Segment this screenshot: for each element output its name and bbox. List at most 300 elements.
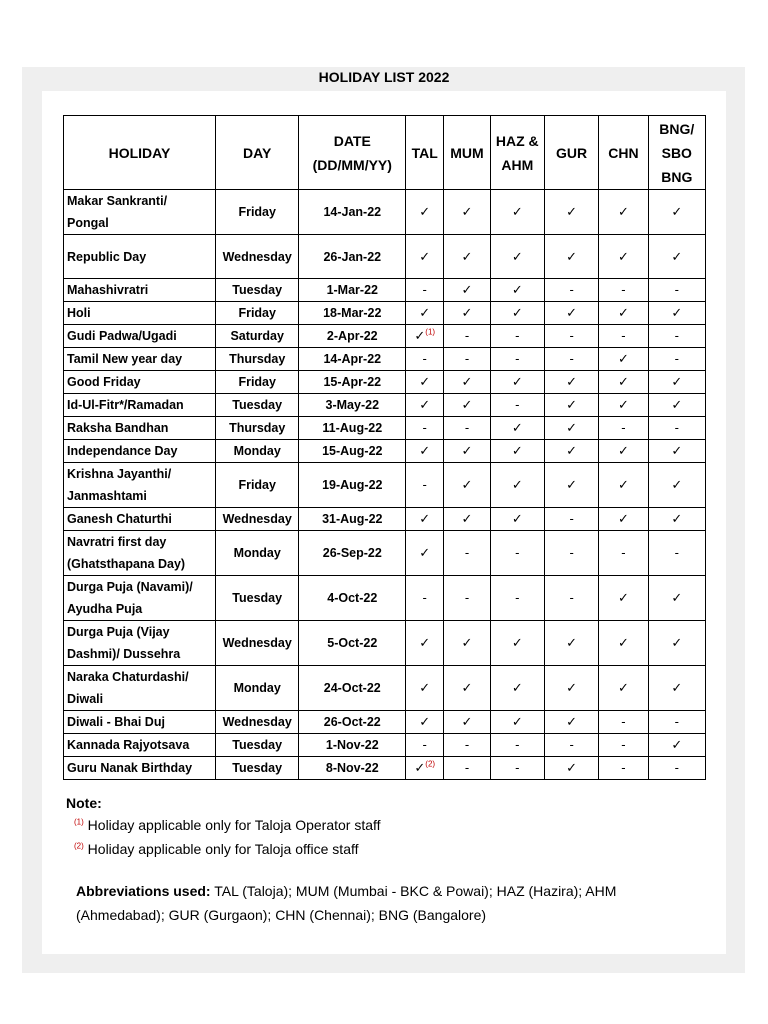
mark-chn [599, 576, 648, 621]
holiday-name [64, 531, 216, 576]
mark-bng-text: - [674, 545, 679, 560]
holiday-day [215, 235, 299, 279]
mark-haz-ahm [490, 666, 544, 711]
mark-bng-text: ✓ [671, 477, 683, 492]
mark-haz-ahm [490, 440, 544, 463]
mark-tal-text: - [422, 590, 427, 605]
mark-bng-text: ✓ [671, 511, 683, 526]
mark-gur-text: ✓ [566, 397, 578, 412]
mark-chn-text: ✓ [617, 204, 629, 219]
table-row [64, 531, 706, 576]
mark-gur [544, 235, 598, 279]
mark-haz-ahm [490, 235, 544, 279]
mark-chn [599, 279, 648, 302]
holiday-date [299, 531, 406, 576]
mark-mum [444, 394, 490, 417]
mark-chn [599, 734, 648, 757]
holiday-day [215, 711, 299, 734]
mark-gur [544, 734, 598, 757]
mark-tal [406, 190, 444, 235]
holiday-day [215, 302, 299, 325]
mark-gur [544, 302, 598, 325]
mark-chn-text: ✓ [617, 443, 629, 458]
holiday-date [299, 666, 406, 711]
mark-mum-text: ✓ [461, 635, 473, 650]
mark-gur-text: ✓ [566, 420, 578, 435]
holiday-date-text: 31-Aug-22 [322, 512, 383, 526]
mark-mum [444, 440, 490, 463]
mark-tal-text: - [422, 477, 427, 492]
mark-gur-text: ✓ [566, 305, 578, 320]
mark-gur [544, 463, 598, 508]
table-row [64, 757, 706, 780]
mark-haz-ahm [490, 576, 544, 621]
mark-gur [544, 666, 598, 711]
mark-bng [648, 417, 705, 440]
notes-section [66, 795, 746, 927]
mark-mum-text: ✓ [461, 204, 473, 219]
mark-bng-text: - [674, 760, 679, 775]
note-item-1 [74, 815, 746, 835]
mark-gur-text: ✓ [566, 477, 578, 492]
mark-mum [444, 621, 490, 666]
mark-gur-text: ✓ [566, 443, 578, 458]
holiday-date [299, 463, 406, 508]
mark-mum [444, 508, 490, 531]
holiday-date [299, 440, 406, 463]
holiday-day [215, 190, 299, 235]
header-mum: MUM [444, 116, 490, 190]
holiday-date-text: 26-Oct-22 [323, 715, 381, 729]
mark-bng-text: - [674, 328, 679, 343]
mark-mum [444, 757, 490, 780]
table-row [64, 325, 706, 348]
mark-tal [406, 235, 444, 279]
mark-mum-text: - [464, 590, 470, 605]
holiday-date-text: 18-Mar-22 [323, 306, 382, 320]
holiday-day-text: Friday [238, 478, 276, 492]
mark-chn [599, 531, 648, 576]
holiday-date [299, 757, 406, 780]
mark-haz-ahm-text: ✓ [511, 443, 523, 458]
mark-gur-text: ✓ [566, 635, 578, 650]
mark-haz-ahm [490, 463, 544, 508]
holiday-name-text: Republic Day [67, 249, 147, 264]
header-row [64, 116, 706, 190]
table-row [64, 711, 706, 734]
mark-mum [444, 371, 490, 394]
mark-bng-text: - [674, 420, 679, 435]
mark-haz-ahm-text: ✓ [511, 477, 523, 492]
mark-chn-text: ✓ [617, 397, 629, 412]
mark-tal-text: ✓ [419, 680, 431, 695]
mark-bng [648, 394, 705, 417]
table-row [64, 463, 706, 508]
holiday-name [64, 279, 216, 302]
mark-bng-text: ✓ [671, 374, 683, 389]
footnote-marker: (2) [425, 759, 436, 769]
mark-gur [544, 190, 598, 235]
holiday-day-text: Wednesday [222, 715, 292, 729]
mark-tal [406, 348, 444, 371]
mark-tal-text: ✓ [419, 248, 431, 264]
holiday-table [63, 115, 706, 780]
mark-tal [406, 279, 444, 302]
holiday-day-text: Tuesday [232, 761, 283, 775]
mark-haz-ahm-text: ✓ [511, 282, 523, 297]
mark-gur-text: ✓ [566, 714, 578, 729]
holiday-date [299, 734, 406, 757]
holiday-name [64, 666, 216, 711]
mark-bng [648, 757, 705, 780]
mark-bng-text: ✓ [671, 248, 683, 264]
abbreviations-label: Abbreviations used: [76, 883, 211, 899]
mark-gur-text: - [569, 545, 574, 560]
mark-bng-text: - [674, 351, 679, 366]
table-row [64, 666, 706, 711]
mark-mum [444, 531, 490, 576]
holiday-name-text: Id-Ul-Fitr*/Ramadan [67, 398, 184, 412]
mark-haz-ahm-text: - [515, 760, 520, 775]
holiday-date-text: 1-Nov-22 [325, 738, 379, 752]
mark-chn-text: ✓ [617, 635, 629, 650]
holiday-name [64, 235, 216, 279]
mark-gur [544, 757, 598, 780]
mark-chn [599, 394, 648, 417]
holiday-day [215, 371, 299, 394]
holiday-name [64, 394, 216, 417]
mark-bng [648, 279, 705, 302]
mark-chn [599, 348, 648, 371]
table-row [64, 371, 706, 394]
mark-haz-ahm [490, 757, 544, 780]
holiday-day [215, 508, 299, 531]
mark-chn-text: - [621, 737, 626, 752]
holiday-name-text: Naraka Chaturdashi/ Diwali [67, 670, 189, 706]
holiday-date-text: 5-Oct-22 [327, 636, 378, 650]
mark-tal-text: ✓ [419, 714, 431, 729]
holiday-name [64, 711, 216, 734]
holiday-date-text: 2-Apr-22 [326, 329, 378, 343]
holiday-date-text: 14-Apr-22 [323, 352, 382, 366]
mark-haz-ahm [490, 531, 544, 576]
mark-bng [648, 190, 705, 235]
mark-tal [406, 531, 444, 576]
mark-tal-text: ✓ [419, 635, 431, 650]
mark-haz-ahm [490, 325, 544, 348]
mark-chn [599, 440, 648, 463]
mark-bng [648, 348, 705, 371]
holiday-date-text: 14-Jan-22 [323, 205, 382, 219]
mark-mum-text: - [464, 351, 470, 366]
mark-chn [599, 621, 648, 666]
holiday-name-text: Raksha Bandhan [67, 421, 169, 435]
mark-gur-text: - [569, 511, 574, 526]
holiday-name-text: Tamil New year day [67, 352, 183, 366]
holiday-day-text: Friday [238, 306, 276, 320]
header-gur: GUR [544, 116, 598, 190]
abbreviations [76, 879, 636, 927]
mark-mum-text: ✓ [461, 714, 473, 729]
holiday-day-text: Wednesday [222, 512, 292, 526]
holiday-name-text: Holi [67, 306, 91, 320]
mark-bng-text: - [674, 714, 679, 729]
holiday-name-text: Navratri first day (Ghatsthapana Day) [67, 535, 186, 571]
table-row [64, 348, 706, 371]
mark-gur-text: ✓ [566, 204, 578, 219]
mark-haz-ahm [490, 711, 544, 734]
holiday-date-text: 3-May-22 [325, 398, 380, 412]
mark-haz-ahm-text: ✓ [511, 680, 523, 695]
holiday-day [215, 621, 299, 666]
mark-tal [406, 463, 444, 508]
holiday-day-text: Saturday [230, 329, 284, 343]
mark-mum [444, 711, 490, 734]
mark-chn-text: - [621, 760, 626, 775]
mark-chn-text: ✓ [617, 511, 629, 526]
mark-mum-text: ✓ [461, 443, 473, 458]
mark-haz-ahm-text: ✓ [511, 714, 523, 729]
holiday-date [299, 348, 406, 371]
footnote-marker-2: (2) [74, 841, 84, 851]
mark-mum [444, 576, 490, 621]
holiday-name-text: Mahashivratri [67, 283, 149, 297]
mark-haz-ahm-text: ✓ [511, 248, 523, 264]
mark-bng [648, 463, 705, 508]
header-date: DATE (DD/MM/YY) [299, 116, 406, 190]
holiday-date-text: 15-Apr-22 [323, 375, 382, 389]
mark-mum [444, 463, 490, 508]
holiday-day-text: Monday [233, 444, 281, 458]
mark-mum-text: - [464, 328, 470, 343]
mark-chn-text: ✓ [617, 305, 629, 320]
mark-bng-text: ✓ [671, 635, 683, 650]
mark-tal-text: ✓ [419, 545, 431, 560]
mark-mum [444, 235, 490, 279]
mark-bng [648, 576, 705, 621]
holiday-name-text: Gudi Padwa/Ugadi [67, 329, 177, 343]
mark-bng-text: ✓ [671, 680, 683, 695]
mark-tal-text: ✓ [414, 760, 426, 775]
mark-mum-text: ✓ [461, 248, 473, 264]
mark-gur [544, 711, 598, 734]
mark-gur [544, 576, 598, 621]
holiday-name-text: Ganesh Chaturthi [67, 512, 172, 526]
header-chn: CHN [599, 116, 648, 190]
note-item-2 [74, 839, 746, 859]
mark-haz-ahm [490, 279, 544, 302]
table-row [64, 190, 706, 235]
mark-haz-ahm-text: - [515, 397, 520, 412]
mark-bng [648, 440, 705, 463]
holiday-name [64, 463, 216, 508]
mark-haz-ahm [490, 734, 544, 757]
mark-tal-text: - [422, 420, 427, 435]
mark-gur-text: - [569, 351, 574, 366]
mark-tal [406, 371, 444, 394]
mark-tal [406, 417, 444, 440]
holiday-date [299, 302, 406, 325]
mark-bng [648, 734, 705, 757]
holiday-name [64, 190, 216, 235]
mark-tal [406, 394, 444, 417]
mark-chn-text: ✓ [617, 590, 629, 605]
holiday-date [299, 576, 406, 621]
mark-bng [648, 302, 705, 325]
table-row [64, 302, 706, 325]
holiday-name [64, 348, 216, 371]
mark-gur-text: ✓ [566, 680, 578, 695]
holiday-date-text: 19-Aug-22 [322, 478, 383, 492]
holiday-name-text: Diwali - Bhai Duj [67, 715, 165, 729]
holiday-date [299, 371, 406, 394]
note-text-1: Holiday applicable only for Taloja Operator staff [87, 817, 381, 833]
mark-chn-text: - [621, 545, 626, 560]
document-title: HOLIDAY LIST 2022 [318, 69, 450, 85]
mark-haz-ahm-text: ✓ [511, 420, 523, 435]
header-bng: BNG/ SBO BNG [648, 116, 705, 190]
holiday-day-text: Tuesday [232, 591, 283, 605]
holiday-name [64, 325, 216, 348]
mark-tal-text: - [422, 737, 427, 752]
mark-haz-ahm [490, 371, 544, 394]
table-row [64, 576, 706, 621]
mark-gur [544, 325, 598, 348]
holiday-day [215, 576, 299, 621]
holiday-name-text: Durga Puja (Vijay Dashmi)/ Dussehra [67, 625, 181, 661]
holiday-date [299, 711, 406, 734]
holiday-name-text: Guru Nanak Birthday [67, 761, 193, 775]
mark-mum-text: - [464, 545, 470, 560]
holiday-date-text: 24-Oct-22 [323, 681, 381, 695]
mark-mum-text: ✓ [461, 511, 473, 526]
table-row [64, 621, 706, 666]
mark-haz-ahm-text: - [515, 351, 520, 366]
holiday-day-text: Tuesday [232, 283, 283, 297]
note-text-2: Holiday applicable only for Taloja office staff [87, 841, 359, 857]
mark-mum [444, 302, 490, 325]
mark-haz-ahm-text: ✓ [511, 204, 523, 219]
mark-chn-text: ✓ [617, 680, 629, 695]
holiday-date [299, 235, 406, 279]
mark-tal [406, 440, 444, 463]
holiday-date-text: 8-Nov-22 [325, 761, 379, 775]
mark-chn [599, 666, 648, 711]
holiday-day-text: Tuesday [232, 738, 283, 752]
holiday-day [215, 757, 299, 780]
holiday-name [64, 576, 216, 621]
mark-chn-text: - [621, 714, 626, 729]
mark-chn [599, 371, 648, 394]
mark-chn-text: ✓ [617, 351, 629, 366]
holiday-day-text: Wednesday [222, 636, 292, 650]
mark-chn-text: - [621, 282, 626, 297]
mark-mum-text: ✓ [461, 477, 473, 492]
mark-chn-text: - [621, 328, 626, 343]
holiday-day-text: Monday [233, 546, 281, 560]
mark-mum-text: ✓ [461, 282, 473, 297]
holiday-name-text: Durga Puja (Navami)/ Ayudha Puja [67, 580, 193, 616]
mark-bng-text: ✓ [671, 305, 683, 320]
holiday-day [215, 463, 299, 508]
holiday-name-text: Good Friday [67, 375, 141, 389]
table-row [64, 235, 706, 279]
table-row [64, 508, 706, 531]
mark-bng [648, 531, 705, 576]
holiday-day [215, 531, 299, 576]
mark-gur-text: - [569, 328, 574, 343]
mark-haz-ahm [490, 302, 544, 325]
mark-tal [406, 576, 444, 621]
mark-tal-text: ✓ [419, 443, 431, 458]
header-day: DAY [215, 116, 299, 190]
mark-bng-text: - [674, 282, 679, 297]
holiday-date-text: 15-Aug-22 [322, 444, 383, 458]
holiday-date [299, 417, 406, 440]
footnote-marker-1: (1) [74, 817, 84, 827]
holiday-day [215, 348, 299, 371]
holiday-date-text: 26-Jan-22 [323, 249, 382, 264]
mark-mum [444, 348, 490, 371]
mark-chn [599, 463, 648, 508]
mark-tal-text: ✓ [419, 397, 431, 412]
mark-bng [648, 711, 705, 734]
header-haz-ahm: HAZ & AHM [490, 116, 544, 190]
mark-gur-text: - [569, 590, 574, 605]
mark-mum-text: ✓ [461, 305, 473, 320]
mark-bng [648, 666, 705, 711]
mark-haz-ahm-text: ✓ [511, 511, 523, 526]
mark-chn [599, 235, 648, 279]
holiday-day [215, 666, 299, 711]
mark-tal-text: ✓ [419, 374, 431, 389]
mark-mum-text: ✓ [461, 397, 473, 412]
holiday-date [299, 394, 406, 417]
mark-gur [544, 621, 598, 666]
mark-haz-ahm [490, 348, 544, 371]
mark-tal [406, 757, 444, 780]
mark-gur [544, 394, 598, 417]
holiday-date [299, 190, 406, 235]
table-row [64, 417, 706, 440]
holiday-day [215, 394, 299, 417]
mark-gur [544, 508, 598, 531]
holiday-date [299, 508, 406, 531]
footnote-marker: (1) [425, 327, 436, 337]
mark-bng-text: ✓ [671, 397, 683, 412]
header-holiday: HOLIDAY [64, 116, 216, 190]
header-tal: TAL [406, 116, 444, 190]
holiday-day-text: Thursday [229, 421, 286, 435]
holiday-name-text: Krishna Jayanthi/ Janmashtami [67, 467, 172, 503]
mark-chn [599, 325, 648, 348]
mark-bng-text: ✓ [671, 443, 683, 458]
mark-mum [444, 666, 490, 711]
mark-chn [599, 711, 648, 734]
mark-tal [406, 325, 444, 348]
holiday-day [215, 440, 299, 463]
holiday-name-text: Makar Sankranti/ Pongal [67, 194, 168, 230]
holiday-name [64, 302, 216, 325]
mark-tal [406, 734, 444, 757]
mark-mum-text: - [464, 420, 470, 435]
holiday-day-text: Monday [233, 681, 281, 695]
mark-mum-text: - [464, 737, 470, 752]
mark-tal-text: ✓ [414, 328, 426, 343]
mark-bng-text: ✓ [671, 204, 683, 219]
notes-title: Note: [66, 795, 102, 811]
holiday-day [215, 279, 299, 302]
